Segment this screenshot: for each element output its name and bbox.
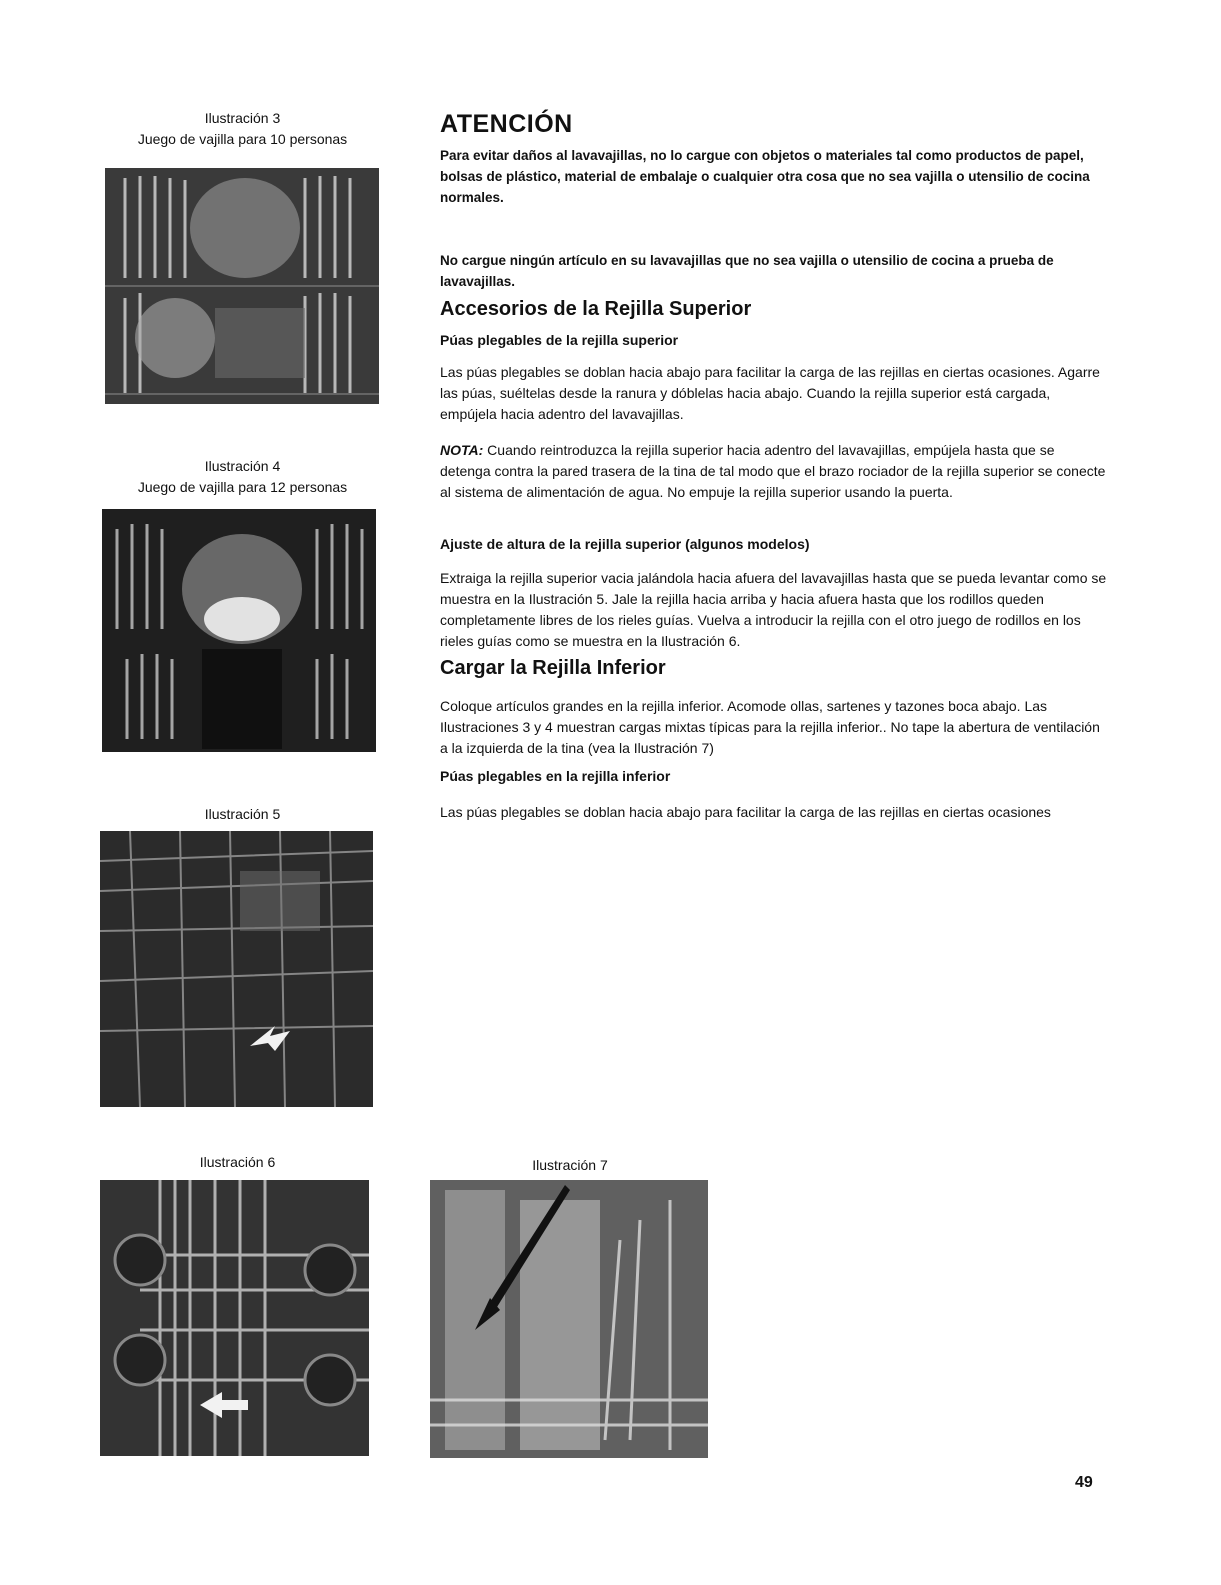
figure-4-subtitle: Juego de vajilla para 12 personas (137, 479, 348, 495)
figure-6-title: Ilustración 6 (199, 1154, 276, 1170)
figure-7-caption (430, 1155, 710, 1176)
warning-title: ATENCIÓN (440, 110, 573, 138)
lower-rack-heading: Cargar la Rejilla Inferior (440, 657, 666, 679)
upper-rack-subheading-1: Púas plegables de la rejilla superior (440, 332, 679, 348)
upper-rack-p2-block (440, 568, 1107, 652)
figure-4-photo (102, 509, 376, 752)
warning-section (440, 110, 1107, 139)
figure-7-photo (430, 1180, 708, 1458)
figure-5-photo (100, 831, 373, 1107)
warning-text-2: No cargue ningún artículo en su lavavajillas que no sea vajilla o utensilio de cocina a prueba de lavavajillas. (440, 253, 1054, 289)
page-number: 49 (1075, 1474, 1093, 1491)
upper-rack-subheading-2: Ajuste de altura de la rejilla superior (algunos modelos) (440, 536, 810, 552)
figure-5-title: Ilustración 5 (204, 806, 281, 822)
upper-rack-section (440, 298, 1107, 321)
figure-3-caption (100, 108, 385, 150)
figure-3-subtitle: Juego de vajilla para 10 personas (137, 131, 348, 147)
note-text: Cuando reintroduzca la rejilla superior hacia adentro del lavavajillas, empújela hasta que se detenga contra la pared trasera de la tina de tal modo que el brazo rociador de la rejilla superior se conecte al sistema de alimentación de agua. No empuje la rejilla superior usando la puerta. (440, 442, 1106, 500)
note-label: NOTA: (440, 442, 484, 458)
figure-3-title: Ilustración 3 (204, 110, 281, 126)
upper-rack-p1-block (440, 362, 1107, 425)
lower-rack-section (440, 657, 1107, 680)
upper-rack-note-block (440, 440, 1107, 503)
upper-rack-heading: Accesorios de la Rejilla Superior (440, 298, 752, 320)
figure-6-caption (95, 1152, 380, 1173)
lower-rack-p2-block (440, 802, 1107, 823)
lower-rack-sub1-block (440, 768, 1107, 784)
figure-3-photo (105, 168, 379, 404)
upper-rack-sub2-block (440, 536, 1107, 552)
figure-7-title: Ilustración 7 (532, 1157, 608, 1173)
warning-text-1-block (440, 145, 1107, 208)
upper-rack-sub1-block (440, 332, 1107, 348)
upper-rack-paragraph-2: Extraiga la rejilla superior vacia jalándola hacia afuera del lavavajillas hasta que se pueda levantar como se muestra en la Ilustración 5. Jale la rejilla hacia arriba y hacia afuera hasta que los rodillos queden completamente libres de los rieles guías. Vuelva a introducir la rejilla con el otro juego de rodillos en los rieles guías como se muestra en la Ilustración 6. (440, 570, 1107, 649)
lower-rack-paragraph-2: Las púas plegables se doblan hacia abajo para facilitar la carga de las rejillas en ciertas ocasiones (440, 804, 1051, 820)
upper-rack-note (440, 440, 1107, 503)
lower-rack-p1-block (440, 696, 1107, 759)
lower-rack-paragraph-1: Coloque artículos grandes en la rejilla inferior. Acomode ollas, sartenes y tazones boca abajo. Las Ilustraciones 3 y 4 muestran cargas mixtas típicas para la rejilla inferior.. No tape la abertura de ventilación a la izquierda de la tina (vea la Ilustración 7) (440, 698, 1100, 756)
upper-rack-paragraph-1: Las púas plegables se doblan hacia abajo para facilitar la carga de las rejillas en ciertas ocasiones. Agarre las púas, suéltelas desde la ranura y dóblelas hacia abajo. Cuando la rejilla superior está cargada, empújela hacia adentro del lavavajillas. (440, 364, 1100, 422)
figure-4-title: Ilustración 4 (204, 458, 281, 474)
warning-text-2-block (440, 250, 1107, 292)
figure-4-caption (100, 456, 385, 498)
figure-6-photo (100, 1180, 369, 1456)
figure-5-caption (100, 804, 385, 825)
warning-text-1: Para evitar daños al lavavajillas, no lo cargue con objetos o materiales tal como productos de papel, bolsas de plástico, material de embalaje o cualquier otra cosa que no sea vajilla o utensilio de cocina normales. (440, 148, 1090, 205)
lower-rack-subheading-1: Púas plegables en la rejilla inferior (440, 768, 671, 784)
